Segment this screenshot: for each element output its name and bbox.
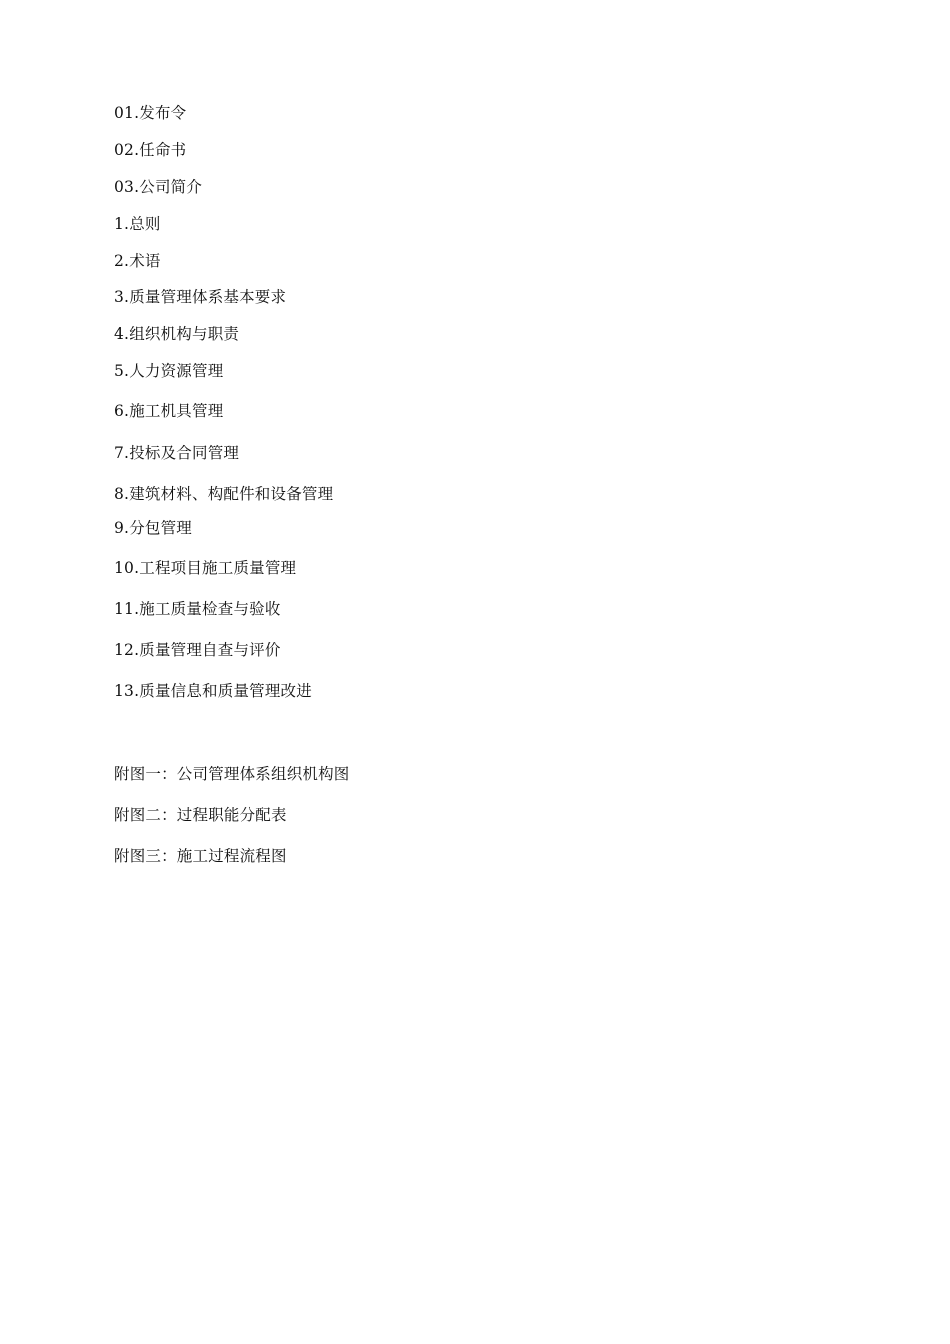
toc-item-machinery: 6.施工机具管理 xyxy=(114,402,224,420)
toc-item-terms: 2.术语 xyxy=(114,252,161,270)
toc-item-project-quality: 10.工程项目施工质量管理 xyxy=(114,559,297,577)
toc-item-appointment: 02.任命书 xyxy=(114,141,187,159)
toc-item-improvement: 13.质量信息和质量管理改进 xyxy=(114,682,312,700)
toc-item-general: 1.总则 xyxy=(114,215,161,233)
toc-item-basic-requirements: 3.质量管理体系基本要求 xyxy=(114,288,287,306)
toc-item-subcontract: 9.分包管理 xyxy=(114,519,192,537)
toc-item-materials: 8.建筑材料、构配件和设备管理 xyxy=(114,485,334,503)
toc-item-inspection: 11.施工质量检查与验收 xyxy=(114,600,281,618)
toc-item-self-evaluation: 12.质量管理自查与评价 xyxy=(114,641,281,659)
appendix-item-org-chart: 附图一：公司管理体系组织机构图 xyxy=(114,765,350,783)
toc-item-release-order: 01.发布令 xyxy=(114,104,187,122)
toc-item-company-profile: 03.公司简介 xyxy=(114,178,203,196)
toc-item-bidding-contract: 7.投标及合同管理 xyxy=(114,444,240,462)
appendix-item-process-flow: 附图三：施工过程流程图 xyxy=(114,847,287,865)
toc-item-human-resources: 5.人力资源管理 xyxy=(114,362,224,380)
toc-item-organization: 4.组织机构与职责 xyxy=(114,325,240,343)
appendix-item-function-table: 附图二：过程职能分配表 xyxy=(114,806,287,824)
